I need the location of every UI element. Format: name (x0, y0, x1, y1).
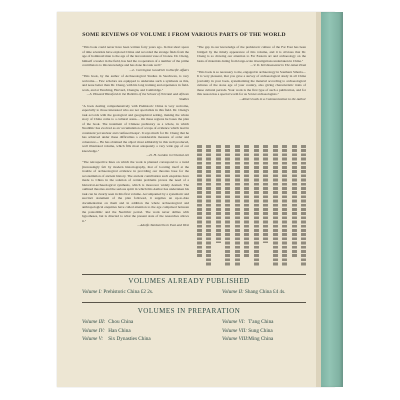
published-volume-1 (82, 289, 153, 295)
chinese-text-column (292, 145, 297, 257)
review-source: —L. Carrington Goodrich in Pacific Affairs (129, 67, 189, 72)
chinese-text-column (244, 145, 249, 257)
volume-title: T'ang China (248, 319, 274, 325)
chinese-text-column (235, 145, 240, 267)
chinese-text-column (225, 145, 230, 267)
prep-volume-item (82, 318, 151, 327)
chinese-text-column (216, 145, 221, 243)
review-text: "The gap in our knowledge of the prehistoric culture of the Far East has been bridged by the timely appearance of this volume, and it is obvious that Dr. Cheng is so drawing our attention to Far Eastern art and archaeology on the basis of materials dating from large-scale investigations undertaken in China." (197, 45, 306, 63)
section-divider (82, 274, 306, 275)
volume-number: Volume III: (82, 319, 106, 325)
volume-title: Sung China (248, 327, 273, 334)
chinese-text-column (301, 145, 306, 267)
volume-title: Shang China (245, 289, 272, 295)
review-text: "This book, by the author of Archaeological Studies in Szechwan, is very welcome.... Few scholars are equipped to undertake such a synthesis as this, and none better than Dr. Cheng, with his long training and experience in field-work, and at Yenching, Harvard, Chengtu, and Cambridge." (82, 74, 189, 92)
review-text: "This book is so necessary to me, engaged in archaeology in Southern Siberia.... It is very pleasant, that you gave a survey of archaeological study in all China (certainly in your book, systematizing the material according to archaeological cultures of the stone age of your country, also giving characteristic traits of these cultural periods. Your work is the first type of such a publication, and for this reason has a special worth for us Soviet archaeologists." (197, 69, 306, 97)
volume-number: Volume II: (222, 289, 244, 295)
chinese-text-column (263, 145, 268, 243)
preparation-left-list (82, 318, 151, 344)
review-source: —D. H. Gordon in Oriental Art (146, 153, 189, 158)
review-source: —Albert Lusik in a Communication to the Author (239, 96, 306, 101)
review-source: —S. Howard Hansford in the Bulletin of the School of Oriental and African Studies (86, 92, 189, 101)
chinese-text-column (206, 145, 211, 267)
chinese-text-block (197, 145, 306, 267)
published-volume-2 (222, 289, 285, 295)
reviews-right-column (197, 45, 306, 104)
book-spine (321, 12, 343, 387)
review-text: "The retrospective lines on which the work is planned correspond to a trend (increasingly felt by modern historiography, that of locating itself at the trouble of archaeological evidence in providing our theories base for the reconstitution of ancient history. The ancient contribution such enquiries have made to China in the solution of certain problems proves the need of a historical-archaeological synthesis, which is moreover widely desired. The outlined theories and the serious spirit in which this Author has undertaken his task can be clearly seen in this first volume. Accompanied by a systematic and succinct statement of the plan followed, it supplies an up-to-date documentation on them and in addition the whole archaeological and anthropological enquiries have called attention to the age comprised between the paleolithic and the Neolithic period. The work never dallies with hypotheses, but is directed to what the present state of the researches allows it." (82, 160, 189, 223)
reviews-heading: SOME REVIEWS OF VOLUME I FROM VARIOUS PARTS OF THE WORLD (82, 32, 286, 38)
volume-title: Chou China (108, 319, 134, 325)
review-source: —V. D. Krishnaswami in The Asian Peak (250, 63, 306, 67)
review-text: "This book could never have been written forty years ago. In that short space of time scientists have explored China and recorded the strange finds from the age of hominoid man to the age of the last resistant vase of bronze. Dr. Cheng, himself a leader in the field, has had the cooperation of a number of the prime contributors to this knowledge and has done his task well." (82, 45, 189, 67)
volume-title: Prehistoric China (103, 289, 140, 295)
published-heading: VOLUMES ALREADY PUBLISHED (128, 277, 250, 285)
chinese-text-column (197, 145, 202, 257)
review-text: "A book dealing comprehensively with Prehistoric China is very welcome, especially to those interested who are not specialists in this field. Dr. Cheng's task accords with the geological and geographical setting, making the whole story of China come to a cultural arena.... On these regions he bases the plan of the book. The treatment of Chinese prehistory as a whole, in which Neolithic has evolved as an 'accumulation of scraps of evidence which lead in consistent yet unclear and confused heaps'. It says much for Dr. Cheng that he has achieved under these difficulties a considerable measure of order and coherence.... He has obtained the object most admirably in this well produced, well illustrated volume, which fills most adequately a very wide gap of our knowledge." (82, 103, 189, 153)
chinese-text-column (273, 145, 278, 267)
volume-price: £4 4s. (273, 289, 286, 295)
review-item (197, 70, 306, 102)
preparation-heading: VOLUMES IN PREPARATION (137, 307, 241, 315)
prep-volume-item (82, 335, 151, 344)
volume-number: Volume V: (82, 336, 104, 342)
review-item (82, 74, 189, 101)
section-divider (82, 302, 306, 303)
chinese-text-column (254, 145, 259, 267)
volume-title: Han China (108, 327, 131, 334)
preparation-right-list (222, 318, 274, 344)
volume-number: Volume VI: (222, 319, 246, 325)
chinese-text-column (282, 145, 287, 267)
volume-title: Ming China (248, 336, 274, 342)
prep-volume-item (222, 318, 274, 327)
volume-number: Volume I: (82, 289, 103, 295)
review-item (82, 45, 189, 72)
volume-price: £2 2s. (140, 289, 154, 295)
volume-number: Volume VIII: (222, 336, 249, 342)
review-item (82, 160, 189, 228)
volume-number: Volume VII: (222, 327, 247, 334)
review-item (197, 45, 306, 68)
prep-volume-item (222, 327, 274, 336)
review-source: —Adolfo Tamburello in East and West (137, 223, 189, 228)
review-item (82, 104, 189, 158)
reviews-left-column (82, 45, 189, 230)
volume-title: Six Dynasties China (108, 336, 151, 342)
prep-volume-item (82, 327, 151, 336)
volume-number: Volume IV: (82, 327, 105, 334)
prep-volume-item (222, 335, 274, 344)
